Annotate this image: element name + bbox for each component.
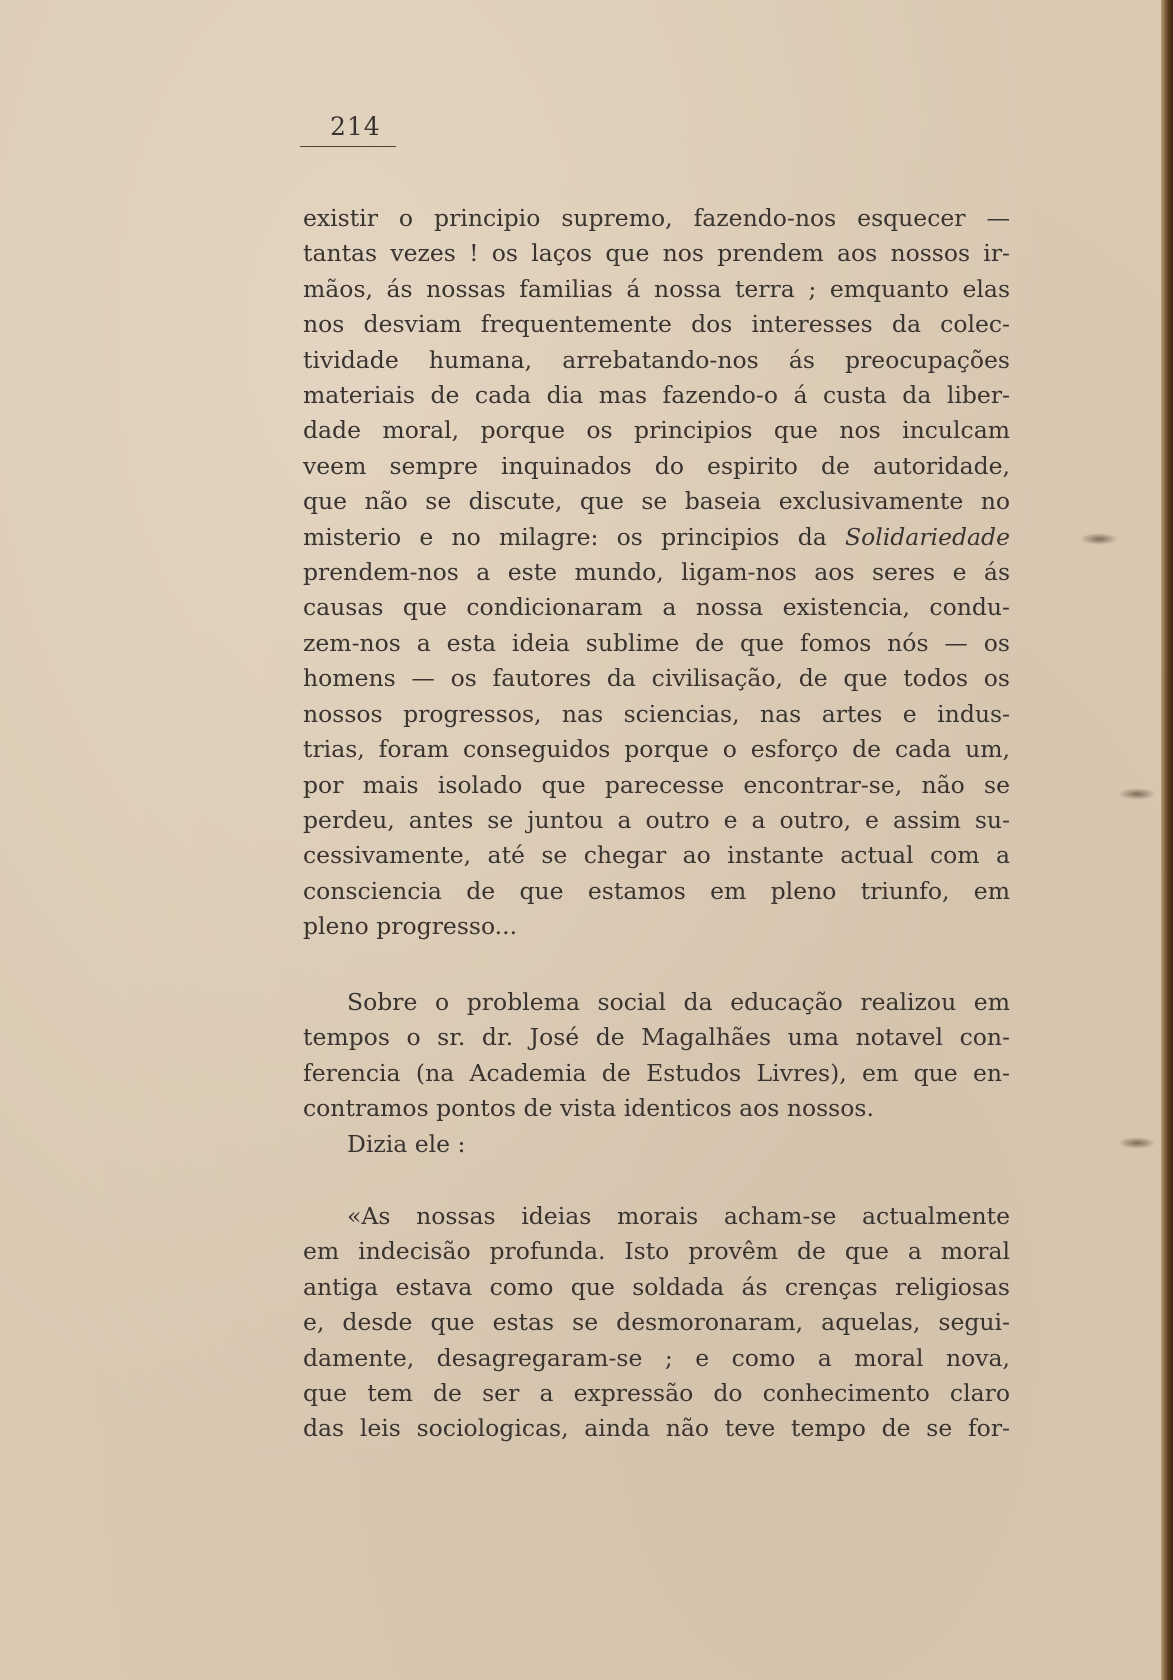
text-line: materiais de cada dia mas fazendo-o á custa da liber- (303, 381, 1010, 410)
text-line: nos desviam frequentemente dos interesses da colec- (303, 310, 1010, 339)
text-line: que não se discute, que se baseia exclusivamente no (303, 487, 1010, 516)
text-line: trias, foram conseguidos porque o esforço de cada um, (303, 735, 1010, 764)
page-number-rule (300, 146, 396, 147)
text-line: ferencia (na Academia de Estudos Livres), em que en- (303, 1058, 1010, 1087)
text-line: contramos pontos de vista identicos aos nossos. (303, 1094, 874, 1123)
text-line: Sobre o problema social da educação realizou em (347, 988, 1010, 1016)
paragraph-quote (303, 1199, 1010, 1447)
text-line: por mais isolado que parecesse encontrar-se, não se (303, 770, 1010, 799)
margin-stain (1118, 1137, 1156, 1149)
text-line: que tem de ser a expressão do conhecimento claro (303, 1379, 1010, 1408)
page-edge-shadow (1161, 0, 1173, 1680)
margin-stain (1080, 533, 1118, 545)
text-line: Dizia ele : (347, 1129, 466, 1158)
text-line: consciencia de que estamos em pleno triunfo, em (303, 876, 1010, 905)
page-number: 214 (330, 112, 381, 141)
margin-stain (1118, 788, 1156, 800)
text-line: tividade humana, arrebatando-nos ás preocupações (303, 345, 1010, 374)
text-line: das leis sociologicas, ainda não teve tempo de se for- (303, 1414, 1010, 1443)
text-line: e, desde que estas se desmoronaram, aquelas, segui- (303, 1308, 1010, 1337)
text-line: causas que condicionaram a nossa existencia, condu- (303, 593, 1010, 622)
text-line: zem-nos a esta ideia sublime de que fomos nós — os (303, 628, 1010, 657)
paragraph-1 (303, 201, 1010, 945)
text-line: prendem-nos a este mundo, ligam-nos aos seres e ás (303, 558, 1010, 587)
text-line: «As nossas ideias morais acham-se actualmente (347, 1202, 1010, 1230)
paragraph-2 (303, 985, 1010, 1162)
text-line: cessivamente, até se chegar ao instante actual com a (303, 841, 1010, 870)
text-segment: misterio e no milagre: os principios da (303, 522, 827, 551)
text-line: em indecisão profunda. Isto provêm de que a moral (303, 1237, 1010, 1266)
text-line: mãos, ás nossas familias á nossa terra ; emquanto elas (303, 274, 1010, 303)
text-line: perdeu, antes se juntou a outro e a outro, e assim su- (303, 805, 1010, 834)
text-line: nossos progressos, nas sciencias, nas artes e indus- (303, 699, 1010, 728)
text-line: damente, desagregaram-se ; e como a moral nova, (303, 1343, 1010, 1372)
text-line: dade moral, porque os principios que nos inculcam (303, 416, 1010, 445)
text-line-with-italic (303, 520, 1010, 555)
text-line: antiga estava como que soldada ás crenças religiosas (303, 1272, 1010, 1301)
italic-term: Solidariedade (844, 522, 1010, 551)
text-line: pleno progresso... (303, 912, 518, 941)
text-line: tempos o sr. dr. José de Magalhães uma notavel con- (303, 1023, 1010, 1052)
text-line: veem sempre inquinados do espirito de autoridade, (303, 451, 1010, 480)
text-line: existir o principio supremo, fazendo-nos esquecer — (303, 204, 1010, 232)
text-line: tantas vezes ! os laços que nos prendem aos nossos ir- (303, 239, 1010, 268)
text-line: homens — os fautores da civilisação, de que todos os (303, 664, 1010, 693)
